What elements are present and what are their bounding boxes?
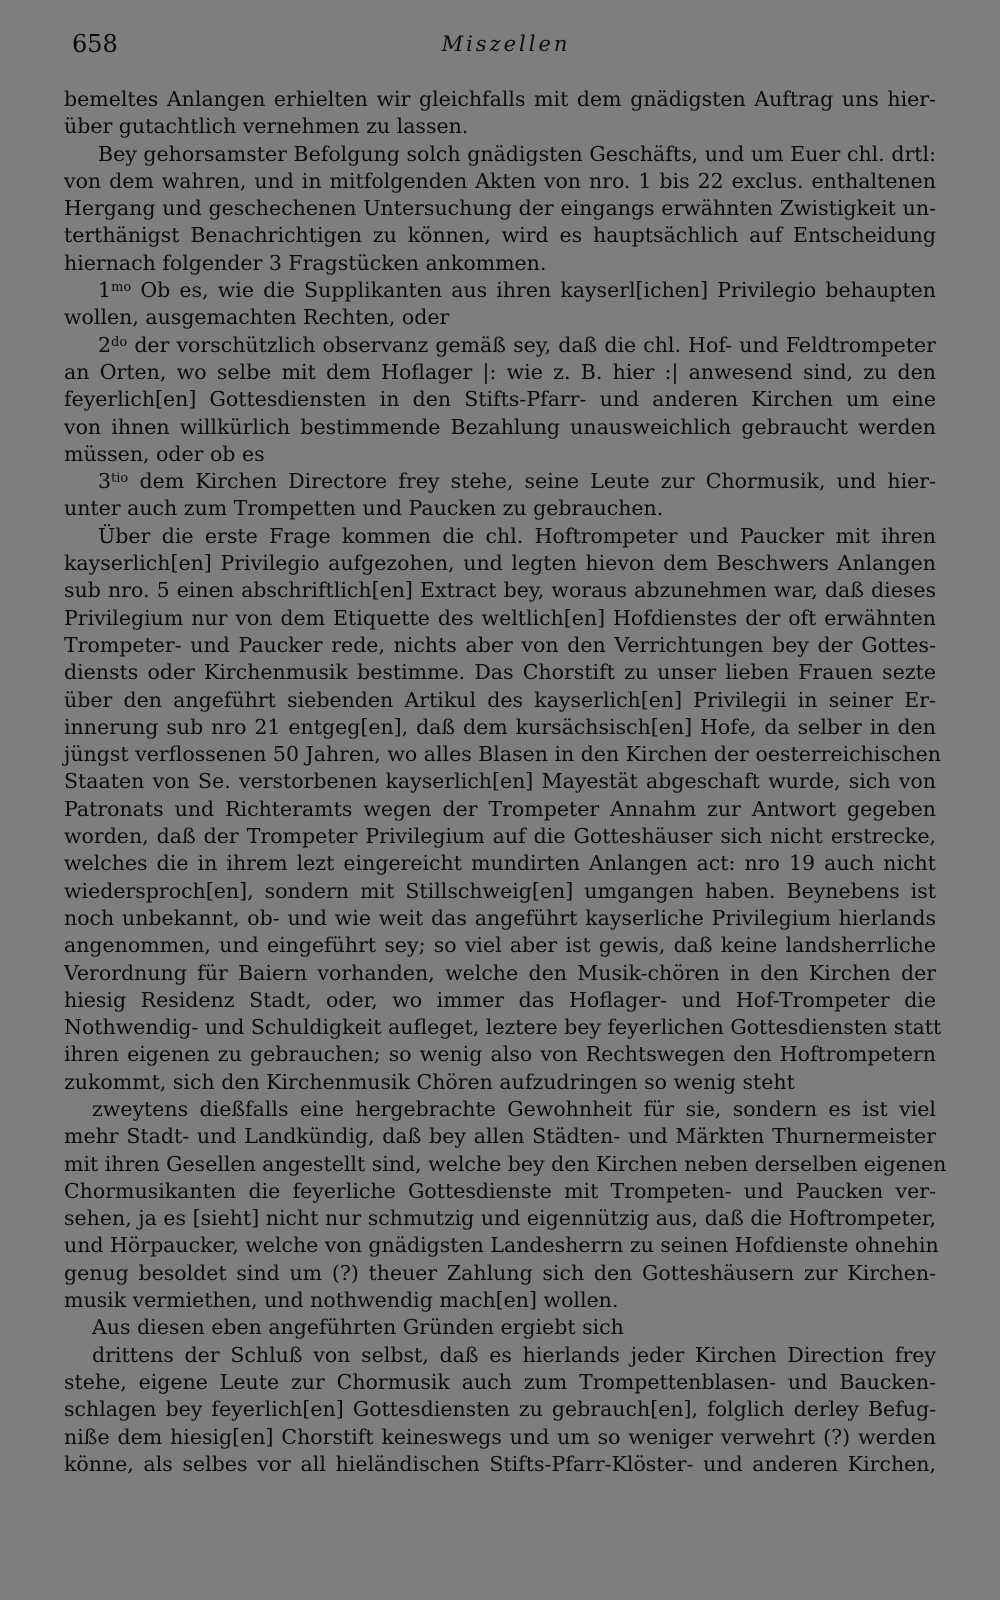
text-line xyxy=(64,932,936,959)
text-line xyxy=(64,796,936,823)
text-line xyxy=(64,960,936,987)
enumeration-suffix: mo xyxy=(111,280,132,296)
page-header xyxy=(72,30,940,66)
enumeration-number: 1 xyxy=(98,278,112,303)
line-text: mit ihren Gesellen angestellt sind, welche bey den Kirchen neben derselben eigenen xyxy=(64,1151,947,1176)
text-line xyxy=(64,359,936,386)
text-line xyxy=(64,659,936,686)
line-text: Hergang und geschechenen Untersuchung der eingangs erwähnten Zwistigkeit un- xyxy=(64,196,936,221)
line-text: wollen, ausgemachten Rechten, oder xyxy=(64,305,450,330)
text-line xyxy=(64,632,936,659)
text-line xyxy=(64,495,936,522)
text-line xyxy=(64,1314,936,1341)
line-text: jüngst verflossenen 50 Jahren, wo alles Blasen in den Kirchen der oesterreichischen xyxy=(64,742,941,767)
line-text: Bey gehorsamster Befolgung solch gnädigsten Geschäfts, und um Euer chl. drtl: xyxy=(98,141,936,166)
text-line xyxy=(64,905,936,932)
text-line xyxy=(64,1205,936,1232)
text-line xyxy=(64,741,941,768)
text-line xyxy=(64,1232,939,1259)
line-text: wiedersproch[en], sondern mit Stillschweig[en] umgangen haben. Beynebens ist xyxy=(64,878,936,903)
page-number: 658 xyxy=(72,30,118,58)
text-line xyxy=(64,1260,936,1287)
line-text: über gutachtlich vernehmen zu lassen. xyxy=(64,114,469,139)
line-text: über den angeführt siebenden Artikul des kayserlich[en] Privilegii in seiner Er- xyxy=(64,687,936,712)
text-line xyxy=(64,1069,936,1096)
text-line xyxy=(64,878,936,905)
line-text: musik vermiethen, und nothwendig mach[en] wollen. xyxy=(64,1288,619,1313)
body-text xyxy=(64,86,947,1478)
line-text: diensts oder Kirchenmusik bestimme. Das Chorstift zu unser lieben Frauen sezte xyxy=(64,660,936,685)
line-text: unter auch zum Trompetten und Paucken zu gebrauchen. xyxy=(64,496,664,521)
line-text: Ob es, wie die Supplikanten aus ihren kayserl[ichen] Privilegio behaupten xyxy=(140,278,936,303)
text-line xyxy=(64,441,936,468)
line-text: angenommen, und eingeführt sey; so viel aber ist gewis, daß keine landsherrliche xyxy=(64,933,936,958)
line-text: drittens der Schluß von selbst, daß es hierlands jeder Kirchen Direction frey xyxy=(92,1342,936,1367)
text-line xyxy=(64,1396,936,1423)
text-line xyxy=(64,414,936,441)
text-line xyxy=(64,277,936,304)
enumeration-number: 2 xyxy=(98,332,112,357)
line-text: ihren eigenen zu gebrauchen; so wenig also von Rechtswegen den Hoftrompetern xyxy=(64,1042,936,1067)
text-line xyxy=(64,823,936,850)
line-text: der vorschützlich observanz gemäß sey, daß die chl. Hof- und Feldtrompeter xyxy=(134,332,936,357)
text-line xyxy=(64,332,936,359)
line-text: welches die in ihrem lezt eingereicht mundirten Anlangen act: nro 19 auch nicht xyxy=(64,851,936,876)
line-text: stehe, eigene Leute zur Chormusik auch zum Trompettenblasen- und Baucken- xyxy=(64,1369,936,1394)
text-line xyxy=(64,386,936,413)
text-line xyxy=(64,168,936,195)
text-line xyxy=(64,768,936,795)
line-text: mehr Stadt- und Landkündig, daß bey allen Städten- und Märkten Thurnermeister xyxy=(64,1124,936,1149)
line-text: dem Kirchen Directore frey stehe, seine Leute zur Chormusik, und hier- xyxy=(139,469,936,494)
text-line xyxy=(64,1369,936,1396)
line-text: hiesig Residenz Stadt, oder, wo immer das Hoflager- und Hof-Trompeter die xyxy=(64,987,936,1012)
line-text: zweytens dießfalls eine hergebrachte Gewohnheit für sie, sondern es ist viel xyxy=(92,1096,936,1121)
line-text: könne, als selbes vor all hieländischen Stifts-Pfarr-Klöster- und anderen Kirchen, xyxy=(64,1451,936,1476)
line-text: hiernach folgender 3 Fragstücken ankommen. xyxy=(64,250,547,275)
text-line xyxy=(64,222,936,249)
line-text: Chormusikanten die feyerliche Gottesdienste mit Trompeten- und Paucken ver- xyxy=(64,1178,936,1203)
line-text: an Orten, wo selbe mit dem Hoflager |: wie z. B. hier :| anwesend sind, zu den xyxy=(64,359,936,384)
enumeration-suffix: tio xyxy=(111,471,129,487)
line-text: von ihnen willkürlich bestimmende Bezahlung unausweichlich gebraucht werden xyxy=(64,414,936,439)
text-line xyxy=(64,605,936,632)
text-line xyxy=(64,1014,942,1041)
text-line xyxy=(64,850,936,877)
text-line xyxy=(64,250,936,277)
line-text: zukommt, sich den Kirchenmusik Chören aufzudringen so wenig steht xyxy=(64,1069,795,1094)
line-text: Trompeter- und Paucker rede, nichts aber von den Verrichtungen bey der Gottes- xyxy=(64,632,936,657)
text-line xyxy=(64,113,936,140)
text-line xyxy=(64,304,936,331)
line-text: sehen, ja es [sieht] nicht nur schmutzig und eigennützig aus, daß die Hoftrompeter, xyxy=(64,1206,936,1231)
line-text: Verordnung für Baiern vorhanden, welche den Musik-chören in den Kirchen der xyxy=(64,960,936,985)
line-text: Patronats und Richteramts wegen der Trompeter Annahm zur Antwort gegeben xyxy=(64,796,936,821)
text-line xyxy=(64,714,936,741)
text-line xyxy=(64,86,936,113)
text-line xyxy=(64,523,936,550)
line-text: genug besoldet sind um (?) theuer Zahlung sich den Gotteshäusern zur Kirchen- xyxy=(64,1260,936,1285)
line-text: Aus diesen eben angeführten Gründen ergiebt sich xyxy=(92,1315,624,1340)
line-text: worden, daß der Trompeter Privilegium auf die Gotteshäuser sich nicht erstrecke, xyxy=(64,824,936,849)
line-text: innerung sub nro 21 entgeg[en], daß dem kursächsisch[en] Hofe, da selber in den xyxy=(64,714,936,739)
line-text: feyerlich[en] Gottesdiensten in den Stifts-Pfarr- und anderen Kirchen um eine xyxy=(64,387,936,412)
text-line xyxy=(64,987,936,1014)
text-line xyxy=(64,577,936,604)
line-text: schlagen bey feyerlich[en] Gottesdiensten zu gebrauch[en], folglich derley Befug- xyxy=(64,1397,936,1422)
line-text: noch unbekannt, ob- und wie weit das angeführt kayserliche Privilegium hierlands xyxy=(64,905,936,930)
text-line xyxy=(64,1041,936,1068)
line-text: Über die erste Frage kommen die chl. Hoftrompeter und Paucker mit ihren xyxy=(98,523,936,548)
text-line xyxy=(64,1342,936,1369)
text-line xyxy=(64,141,936,168)
line-text: und Hörpaucker, welche von gnädigsten Landesherrn zu seinen Hofdienste ohnehin xyxy=(64,1233,939,1258)
text-line xyxy=(64,1123,936,1150)
text-line xyxy=(64,550,936,577)
text-line xyxy=(64,687,936,714)
line-text: terthänigst Benachrichtigen zu können, wird es hauptsächlich auf Entscheidung xyxy=(64,223,936,248)
text-line xyxy=(64,1151,947,1178)
enumeration-suffix: do xyxy=(111,334,128,350)
text-line xyxy=(64,1287,936,1314)
text-line xyxy=(64,195,936,222)
text-line xyxy=(64,1451,936,1478)
text-line xyxy=(64,468,936,495)
line-text: Privilegium nur von dem Etiquette des weltlich[en] Hofdienstes der oft erwähnten xyxy=(64,605,936,630)
text-line xyxy=(64,1096,936,1123)
line-text: Nothwendig- und Schuldigkeit aufleget, leztere bey feyerlichen Gottesdiensten statt xyxy=(64,1015,942,1040)
line-text: müssen, oder ob es xyxy=(64,441,265,466)
line-text: von dem wahren, und in mitfolgenden Akten von nro. 1 bis 22 exclus. enthaltenen xyxy=(64,168,936,193)
line-text: bemeltes Anlangen erhielten wir gleichfalls mit dem gnädigsten Auftrag uns hier- xyxy=(64,87,936,111)
enumeration-number: 3 xyxy=(98,469,112,494)
running-title: Miszellen xyxy=(441,32,571,56)
line-text: niße dem hiesig[en] Chorstift keineswegs und um so weniger verwehrt (?) werden xyxy=(64,1424,936,1449)
line-text: kayserlich[en] Privilegio aufgezohen, und legten hievon dem Beschwers Anlangen xyxy=(64,551,936,576)
text-line xyxy=(64,1424,936,1451)
line-text: Staaten von Se. verstorbenen kayserlich[en] Mayestät abgeschaft wurde, sich von xyxy=(64,769,936,794)
line-text: sub nro. 5 einen abschriftlich[en] Extract bey, woraus abzunehmen war, daß dieses xyxy=(64,578,936,603)
text-line xyxy=(64,1178,936,1205)
